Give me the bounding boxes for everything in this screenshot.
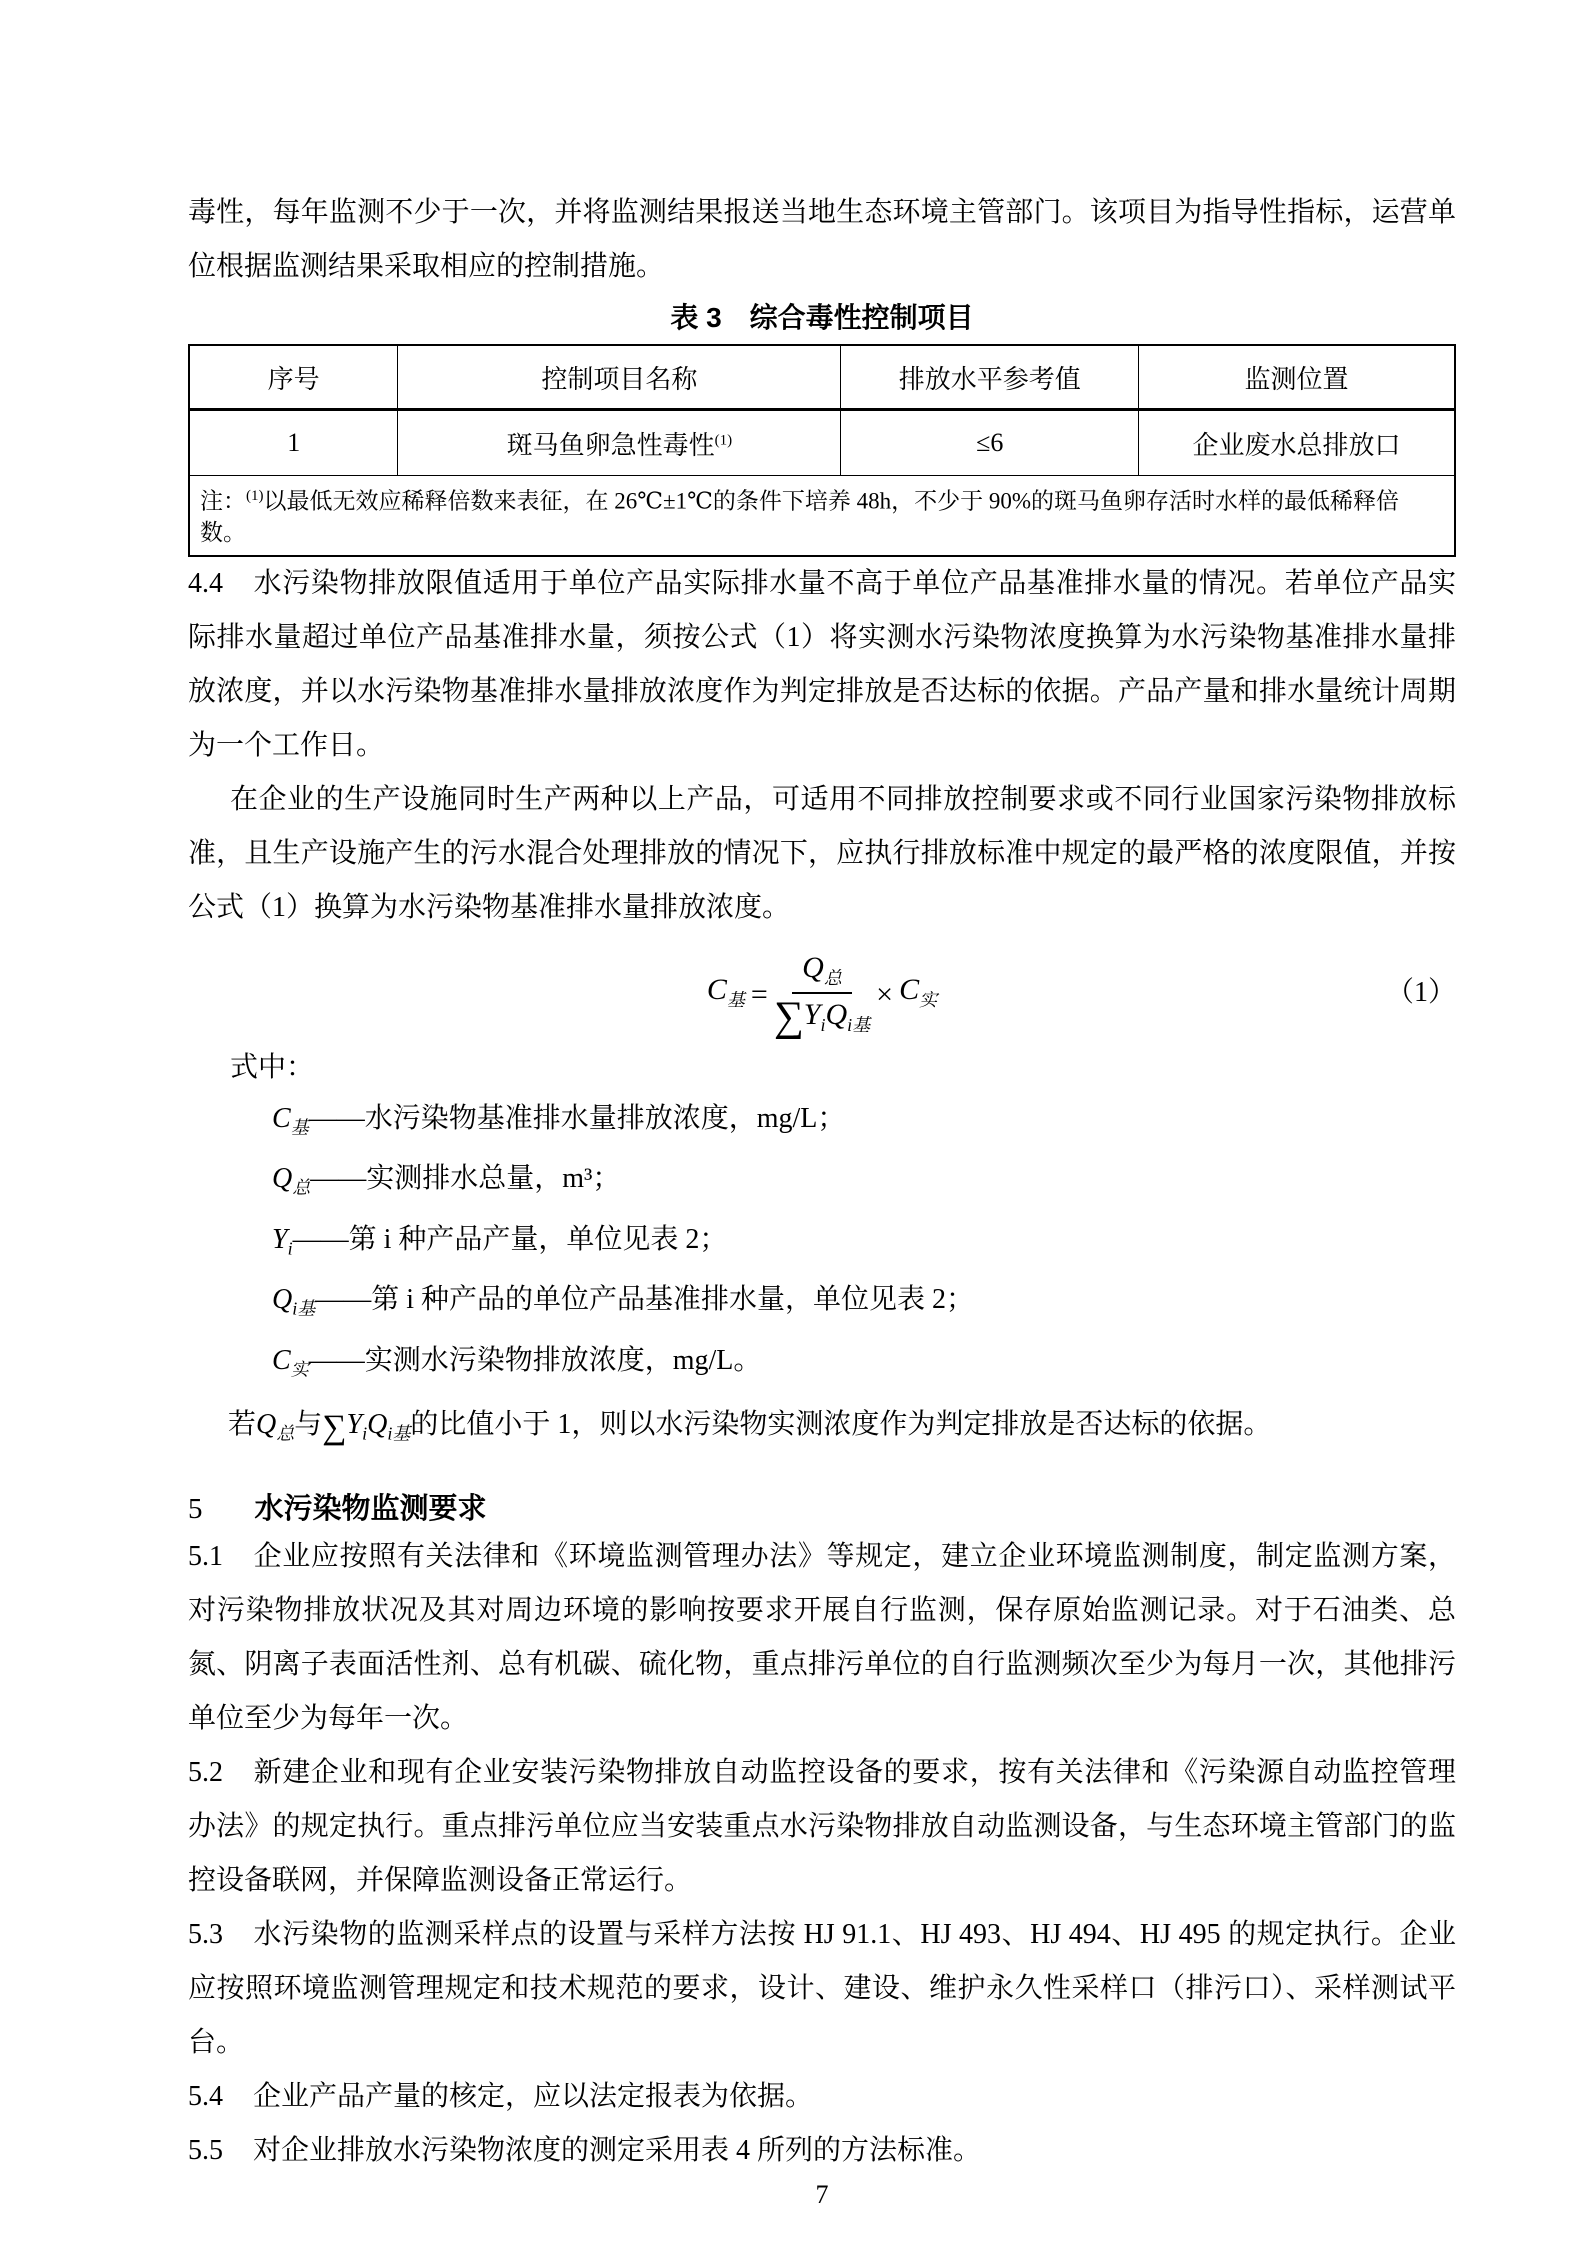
var-c-base: $C_基$	[706, 972, 745, 1010]
section-number: 5.4	[188, 2081, 223, 2113]
table3-header-name: 控制项目名称	[398, 345, 841, 410]
table3-header-value: 排放水平参考值	[841, 345, 1139, 410]
section-number: 5	[188, 1493, 203, 1526]
section-5-heading: 5 水污染物监测要求	[188, 1488, 1456, 1530]
definitions-intro: 式中：	[230, 1051, 315, 1083]
section-number: 5.2	[188, 1757, 223, 1789]
sigma-symbol: ∑	[773, 994, 804, 1040]
table3	[188, 344, 1456, 557]
definition-c-base: $C_基——$水污染物基准排水量排放浓度，mg/L；	[272, 1102, 846, 1138]
definition-y-i: $Y_i——$第 i 种产品产量，单位见表 2；	[272, 1223, 728, 1259]
equation-1: $C_基$ = $\frac{Q_总}{\sum Y_iQ_{i基}}$ × $C_实$ （1）	[706, 951, 1456, 1040]
section-5-1: 5.1 企业应按照有关法律和《环境监测管理办法》等规定，建立企业环境监测制度，制定监测方案，对污染物排放状况及其对周边环境的影响按要求开展自行监测，保存原始监测记录。对于石油类、总氮、阴离子表面活性剂、总有机碳、硫化物，重点排污单位的自行监测频次至少为每月一次，其他排污单位至少为每年一次。	[188, 1530, 1456, 1746]
table3-title: 表 3 综合毒性控制项目	[670, 302, 974, 333]
intro-paragraph: 毒性，每年监测不少于一次，并将监测结果报送当地生态环境主管部门。该项目为指导性指标，运营单位根据监测结果采取相应的控制措施。	[188, 197, 1456, 282]
table3-cell-name: 斑马鱼卵急性毒性$^{(1)}$	[398, 410, 841, 476]
section-5-5: 5.5 对企业排放水污染物浓度的测定采用表 4 所列的方法标准。	[188, 2124, 1456, 2178]
table3-cell-no: 1	[189, 410, 398, 476]
equation-number: （1）	[1385, 976, 1456, 1008]
table3-note: 注：$^{(1)}$以最低无效应稀释倍数来表征，在 26℃±1℃的条件下培养 48h，不少于 90%的斑马鱼卵存活时水样的最低稀释倍数。	[189, 476, 1455, 556]
table3-header-row	[189, 345, 1455, 410]
var-c-actual: $C_实$	[899, 972, 938, 1010]
footnote-marker: (1)	[714, 431, 733, 448]
definition-q-total: $Q_总——$实测排水总量，m³；	[272, 1163, 621, 1198]
sigma-symbol: ∑	[322, 1408, 347, 1446]
section-number: 5.3	[188, 1919, 223, 1951]
fraction	[774, 951, 870, 1038]
table3-header-location: 监测位置	[1138, 345, 1455, 410]
var-q-total: $Q_总$	[802, 951, 842, 989]
footnote-marker: (1)	[246, 488, 264, 504]
section-number: 5.1	[188, 1541, 223, 1573]
section-5-2: 5.2 新建企业和现有企业安装污染物排放自动监控设备的要求，按有关法律和《污染源自动监控管理办法》的规定执行。重点排污单位应当安装重点水污染物排放自动监测设备，与生态环境主管部门的监控设备联网，并保障监测设备正常运行。	[188, 1746, 1456, 1908]
section-4-4: 4.4 水污染物排放限值适用于单位产品实际排水量不高于单位产品基准排水量的情况。若单位产品实际排水量超过单位产品基准排水量，须按公式（1）将实测水污染物浓度换算为水污染物基准排水量排放浓度，并以水污染物基准排水量排放浓度作为判定排放是否达标的依据。产品产量和排水量统计周期为一个工作日。	[188, 557, 1456, 773]
table3-cell-location: 企业废水总排放口	[1138, 410, 1455, 476]
table3-cell-value: ≤6	[841, 410, 1139, 476]
table3-header-no: 序号	[189, 345, 398, 410]
section-5-3: 5.3 水污染物的监测采样点的设置与采样方法按 HJ 91.1、HJ 493、HJ 494、HJ 495 的规定执行。企业应按照环境监测管理规定和技术规范的要求，设计、建设、维护永久性采样口（排污口）、采样测试平台。	[188, 1908, 1456, 2070]
section-number: 4.4	[188, 567, 223, 599]
var-q-i-base: $Q_{i基}$	[825, 998, 871, 1035]
ratio-note: 若$Q_总$与$\sum Y_iQ_{i基}$的比值小于 1，则以水污染物实测浓度作为判定排放是否达标的依据。	[228, 1408, 1272, 1446]
definition-c-actual: $C_实——$实测水污染物排放浓度，mg/L。	[272, 1345, 762, 1380]
paragraph-multi-product: 在企业的生产设施同时生产两种以上产品，可适用不同排放控制要求或不同行业国家污染物排放标准，且生产设施产生的污水混合处理排放的情况下，应执行排放标准中规定的最严格的浓度限值，并按公式（1）换算为水污染物基准排水量排放浓度。	[188, 783, 1456, 923]
page-number: 7	[815, 2180, 829, 2210]
table3-data-row	[189, 410, 1455, 476]
var-y-i: $Y_i$	[803, 998, 826, 1035]
section-5-4: 5.4 企业产品产量的核定，应以法定报表为依据。	[188, 2070, 1456, 2124]
table3-note-row	[189, 476, 1455, 556]
section-number: 5.5	[188, 2135, 223, 2167]
definition-q-i-base: $Q_{i基}——$第 i 种产品的单位产品基准排水量，单位见表 2；	[272, 1284, 975, 1320]
